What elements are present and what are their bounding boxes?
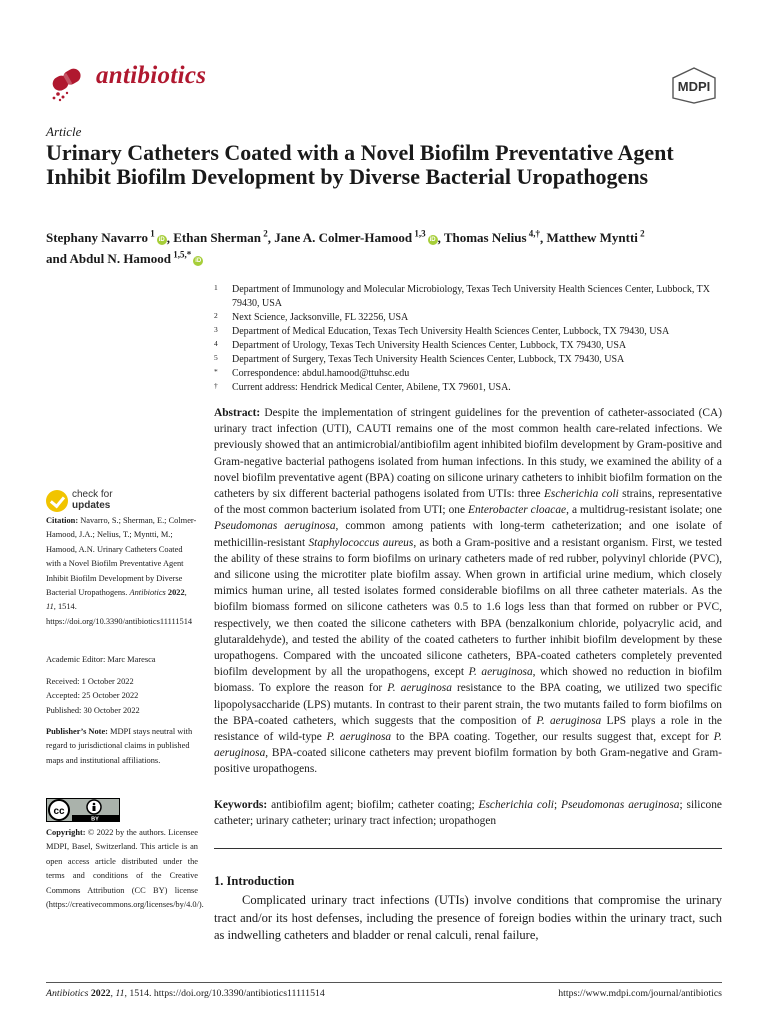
orcid-icon[interactable]: iD [195,257,202,264]
section-divider [214,848,722,849]
species-name: Staphylococcus aureus [308,536,414,549]
citation: Citation: Navarro, S.; Sherman, E.; Colmer-Hamood, J.A.; Nelius, T.; Myntti, M.; Hamood, A.N. Urinary Catheters Coated with a Novel Biofilm Preventative Agent Inhibit Biofilm Development by Diverse Bacterial Uropathogens. Antibiotics 2022, 11, 1514. https://doi.org/10.3390/antibiotics11111514 [46,516,197,626]
orcid-icon[interactable]: iD [158,237,165,244]
footer-divider [46,982,722,983]
author-name[interactable]: Ethan Sherman $^2$ [173,229,268,246]
svg-text:cc: cc [53,806,65,817]
affiliation-item: 3 Department of Medical Education, Texas Tech University Health Sciences Center, Lubbock, TX 79430, USA [214,324,670,337]
abstract-label: Abstract: [214,407,261,419]
svg-text:BY: BY [91,816,99,822]
affiliation-list [214,283,726,395]
species-name: Escherichia coli [478,799,554,811]
checkmark-icon [46,490,68,512]
article-type: Article [46,124,82,139]
author-name[interactable]: Thomas Nelius $^{4,\dagger}$ [443,229,541,246]
affiliation-item: 5 Department of Surgery, Texas Tech University Health Sciences Center, Lubbock, TX 79430, USA [214,352,625,365]
section-heading-introduction: 1. Introduction [214,874,295,888]
doi-link[interactable]: , 1514. https://doi.org/10.3390/antibiotics11111514 [124,988,325,999]
cc-by-license-icon[interactable] [46,798,120,822]
keywords-text: antibiofilm agent; biofilm; catheter coating; Escherichia coli; Pseudomonas aeruginosa; silicone catheter; urinary catheter; urinary tract infection; uropathogen [214,799,722,828]
check-for-updates-button[interactable]: check for updates [46,488,158,514]
journal-name: antibiotics [96,62,207,89]
keywords [214,797,722,829]
abstract [214,405,722,778]
article-title: Urinary Catheters Coated with a Novel Biofilm Preventative Agent Inhibit Biofilm Development by Diverse Bacterial Uropathogens [46,140,674,189]
introduction-text: Complicated urinary tract infections (UTIs) involve conditions that compromise the urinary tract and/or its host defenses, including the presence of foreign bodies within the urinary tract, such as indwelling catheters and bladder or renal calculi, renal failure, [214,893,722,942]
antibiotics-logo-icon [46,62,90,102]
author-name[interactable]: Jane A. Colmer-Hamood $^{1,3}$iD [274,229,436,246]
species-name: P. aeruginosa [214,731,723,760]
affiliation-item: 1 Department of Immunology and Molecular Microbiology, Texas Tech University Health Sciences Center, Lubbock, TX 79430, USA [214,283,710,309]
mdpi-logo-text: MDPI [677,79,711,94]
species-name: P. aeruginosa [387,682,452,695]
species-name: Pseudomonas aeruginosa [214,520,336,533]
journal-url-link[interactable]: https://www.mdpi.com/journal/antibiotics [558,988,722,999]
affiliation-item: 4 Department of Urology, Texas Tech University Health Sciences Center, Lubbock, TX 79430, USA [214,338,627,351]
academic-editor: Academic Editor: Marc Maresca [46,655,156,664]
keywords-label: Keywords: [214,799,268,811]
species-name: P. aeruginosa [326,731,392,744]
species-name: P. aeruginosa [536,714,602,727]
author-name[interactable]: and Abdul N. Hamood $^{1,5,*}$iD [46,249,202,266]
species-name: Enterobacter cloacae [468,504,567,517]
species-name: Pseudomonas aeruginosa [561,799,680,811]
species-name: P. aeruginosa [468,666,533,679]
species-name: Escherichia coli [543,488,619,501]
orcid-icon[interactable]: iD [429,237,436,244]
footer-citation: Antibiotics 2022, 11, 1514. https://doi.org/10.3390/antibiotics11111514 [46,988,325,999]
publisher-note: Publisher’s Note: MDPI stays neutral with regard to jurisdictional claims in published maps and institutional affiliations. [46,727,193,765]
author-name[interactable]: Stephany Navarro $^1$iD [46,229,165,246]
mdpi-logo-icon [668,66,720,104]
correspondence: * Correspondence: abdul.hamood@ttuhsc.edu [214,366,410,379]
abstract-text: Despite the implementation of stringent guidelines for the prevention of catheter-associated (CA) urinary tract infection (UTI), CAUTI remains one of the most common health care-related infections. We previously showed that an antimicrobial/antibiofilm agent inhibited biofilm development by Gram-positive and Gram-negative bacterial pathogens isolated from human infections. In this study, we examined the ability of a novel biofilm preventative agent (BPA) coating on silicone urinary catheters to inhibit biofilm formation on the catheters by six different bacterial pathogens isolated from UTIs: three Escherichia coli strains, representative of the most common bacterium isolated from UTI; one Enterobacter cloacae, a multidrug-resistant isolate; one Pseudomonas aeruginosa, common among patients with long-term catheterization; and one isolate of methicillin-resistant Staphylococcus aureus, as both a Gram-positive and a resistant organism. First, we tested the ability of these strains to form biofilms on urinary catheters made of red rubber, polyvinyl chloride (PVC), and silicone using the microtiter plate biofilm assay. When grown in artificial urine medium, which closely mimics human urine, all tested isolates formed considerable biofilms on all three catheter materials. As the biofilm biomass formed on silicone catheters was 0.5 to 1.6 logs less than that formed on rubber or PVC, respectively, we then coated the silicone catheters with BPA (benzalkonium chloride, polyacrylic acid, and glutaraldehyde), and tested the ability of the coated catheters to further inhibit biofilm development by these uropathogens. Compared with the uncoated silicone catheters, BPA-coated catheters completely prevented biofilm development by all the uropathogens, except P. aeruginosa, which showed no reduction in biofilm biomass. To explore the reason for P. aeruginosa resistance to the BPA coating, we utilized two specific lipopolysaccharide (LPS) mutants. In contrast to their parent strain, the two mutants failed to form biofilms on the BPA-coated catheters, which suggests that the composition of P. aeruginosa LPS plays a role in the resistance of wild-type P. aeruginosa to the BPA coating. Together, our results suggest that, except for P. aeruginosa, BPA-coated silicone catheters may prevent biofilm formation by both Gram-negative and Gram-positive uropathogens. [214,407,723,776]
affiliation-item: 2 Next Science, Jacksonville, FL 32256, USA [214,310,409,323]
published-date: Published: 30 October 2022 [46,705,140,715]
current-address: † Current address: Hendrick Medical Center, Abilene, TX 79601, USA. [214,380,511,393]
author-list: Stephany Navarro $^1$iD , Ethan Sherman $^2$, Jane A. Colmer-Hamood $^{1,3}$iD , Thomas Nelius $^{4,\dagger}$, Matthew Myntti $^2$ and Abdul N. Hamood $^{1,5,*}$iD [46,229,645,266]
accepted-date: Accepted: 25 October 2022 [46,691,139,701]
author-name[interactable]: Matthew Myntti $^2$ [546,229,645,246]
copyright: Copyright: © 2022 by the authors. Licensee MDPI, Basel, Switzerland. This article is an open access article distributed under the terms and conditions of the Creative Commons Attribution (CC BY) license (https://creativecommons.org/licenses/by/4.0/). [46,828,204,910]
received-date: Received: 1 October 2022 [46,677,134,686]
publication-dates [46,675,198,718]
